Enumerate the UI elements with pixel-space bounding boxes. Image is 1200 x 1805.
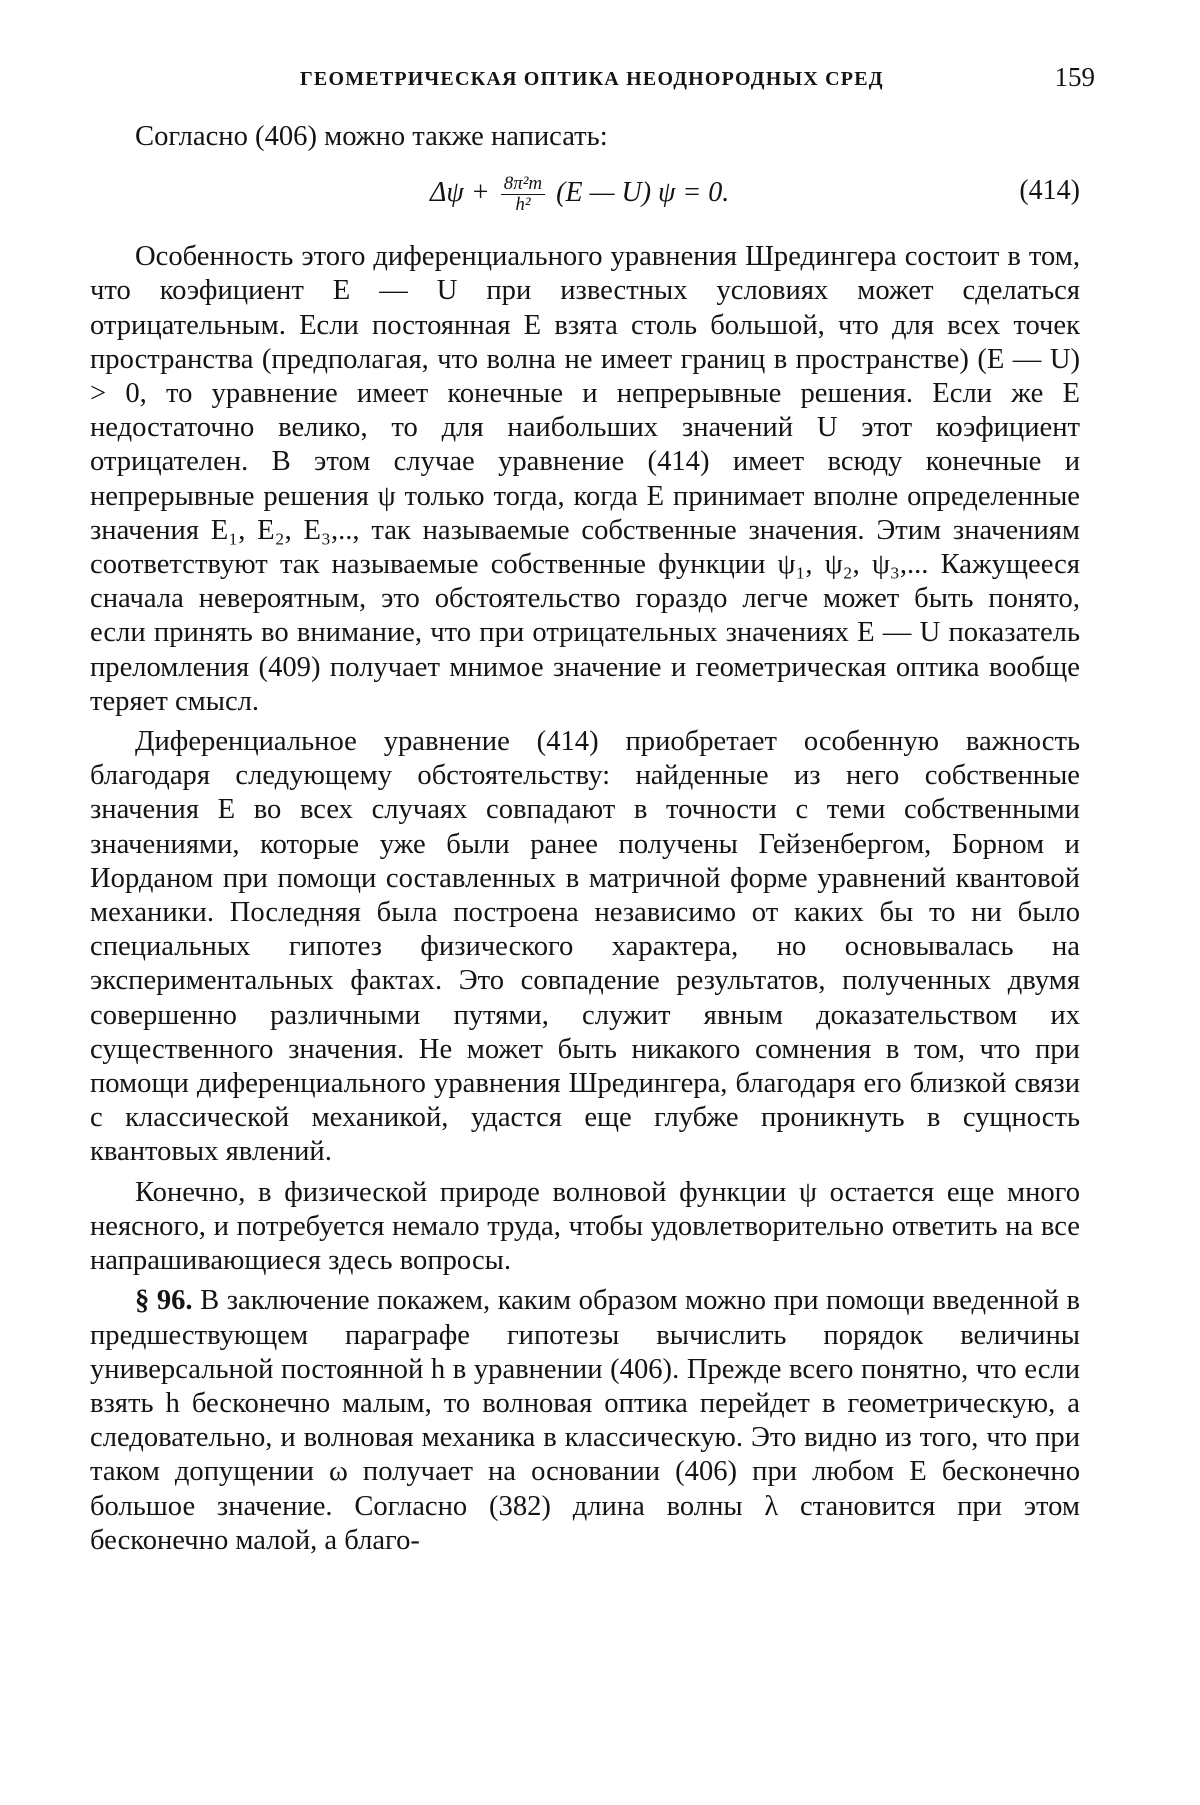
equation-fraction — [501, 174, 545, 215]
page-body — [90, 120, 1080, 1558]
section-96 — [90, 1284, 1080, 1558]
fraction-numerator: 8π²m — [501, 174, 545, 195]
fraction-denominator: h² — [515, 194, 531, 216]
equation-rest: (E — U) ψ = 0. — [556, 177, 730, 209]
equation-414 — [90, 160, 1080, 226]
equation-body — [430, 174, 729, 215]
page-number: 159 — [1054, 62, 1095, 92]
equation-number: (414) — [1019, 175, 1080, 207]
paragraph-1: Особенность этого диференциального уравнения Шредингера состоит в том, что коэфициент E — U при известных условиях может сделаться отрицательным. Если постоянная E взята столь большой, что для всех точек пространства (предполагая, что волна не имеет границ в пространстве) (E — U) > 0, то уравнение имеет конечные и непрерывные решения. Если же E недостаточно велико, то для наибольших значений U этот коэфициент отрицателен. В этом случае уравнение (414) имеет всюду конечные и непрерывные решения ψ только тогда, когда E принимает вполне определенные значения E₁, E₂, E₃,.., так называемые собственные значения. Этим значениям соответствуют так называемые собственные функции ψ₁, ψ₂, ψ₃,... Кажущееся сначала невероятным, это обстоятельство гораздо легче может быть понято, если принять во внимание, что при отрицательных значениях E — U показатель преломления (409) получает мнимое значение и геометрическая оптика вообще теряет смысл. — [90, 241, 1080, 717]
page-header — [135, 62, 1095, 98]
paragraph-3: Конечно, в физической природе волновой функции ψ остается еще много неясного, и потребуется немало труда, чтобы удовлетворительно ответить на все напрашивающиеся здесь вопросы. — [90, 1176, 1080, 1277]
section-text: В заключение покажем, каким образом можно при помощи введенной в предшествующем параграфе гипотезы вычислить порядок величины универсальной постоянной h в уравнении (406). Прежде всего понятно, что если взять h бесконечно малым, то волновая оптика перейдет в геометрическую, а следовательно, и волновая механика в классическую. Это видно из того, что при таком допущении ω получает на основании (406) при любом E бесконечно большое значение. Согласно (382) длина волны λ становится при этом бесконечно малой, а благо- — [90, 1285, 1081, 1556]
running-head: ГЕОМЕТРИЧЕСКАЯ ОПТИКА НЕОДНОРОДНЫХ СРЕД — [300, 68, 884, 90]
section-mark: § 96. — [135, 1285, 193, 1317]
intro-line: Согласно (406) можно также написать: — [135, 121, 608, 152]
paragraph-2: Диференциальное уравнение (414) приобретает особенную важность благодаря следующему обстоятельству: найденные из него собственные значения E во всех случаях совпадают в точности с теми собственными значениями, которые уже были ранее получены Гейзенбергом, Борном и Иорданом при помощи составленных в матричной форме уравнений квантовой механики. Последняя была построена независимо от каких бы то ни было специальных гипотез физического характера, но основывалась на экспериментальных фактах. Это совпадение результатов, полученных двумя совершенно различными путями, служит явным доказательством их существенного значения. Не может быть никакого сомнения в том, что при помощи диференциального уравнения Шредингера, благодаря его близкой связи с классической механикой, удастся еще глубже проникнуть в сущность квантовых явлений. — [90, 726, 1080, 1168]
equation-lhs: Δψ + — [430, 177, 490, 209]
